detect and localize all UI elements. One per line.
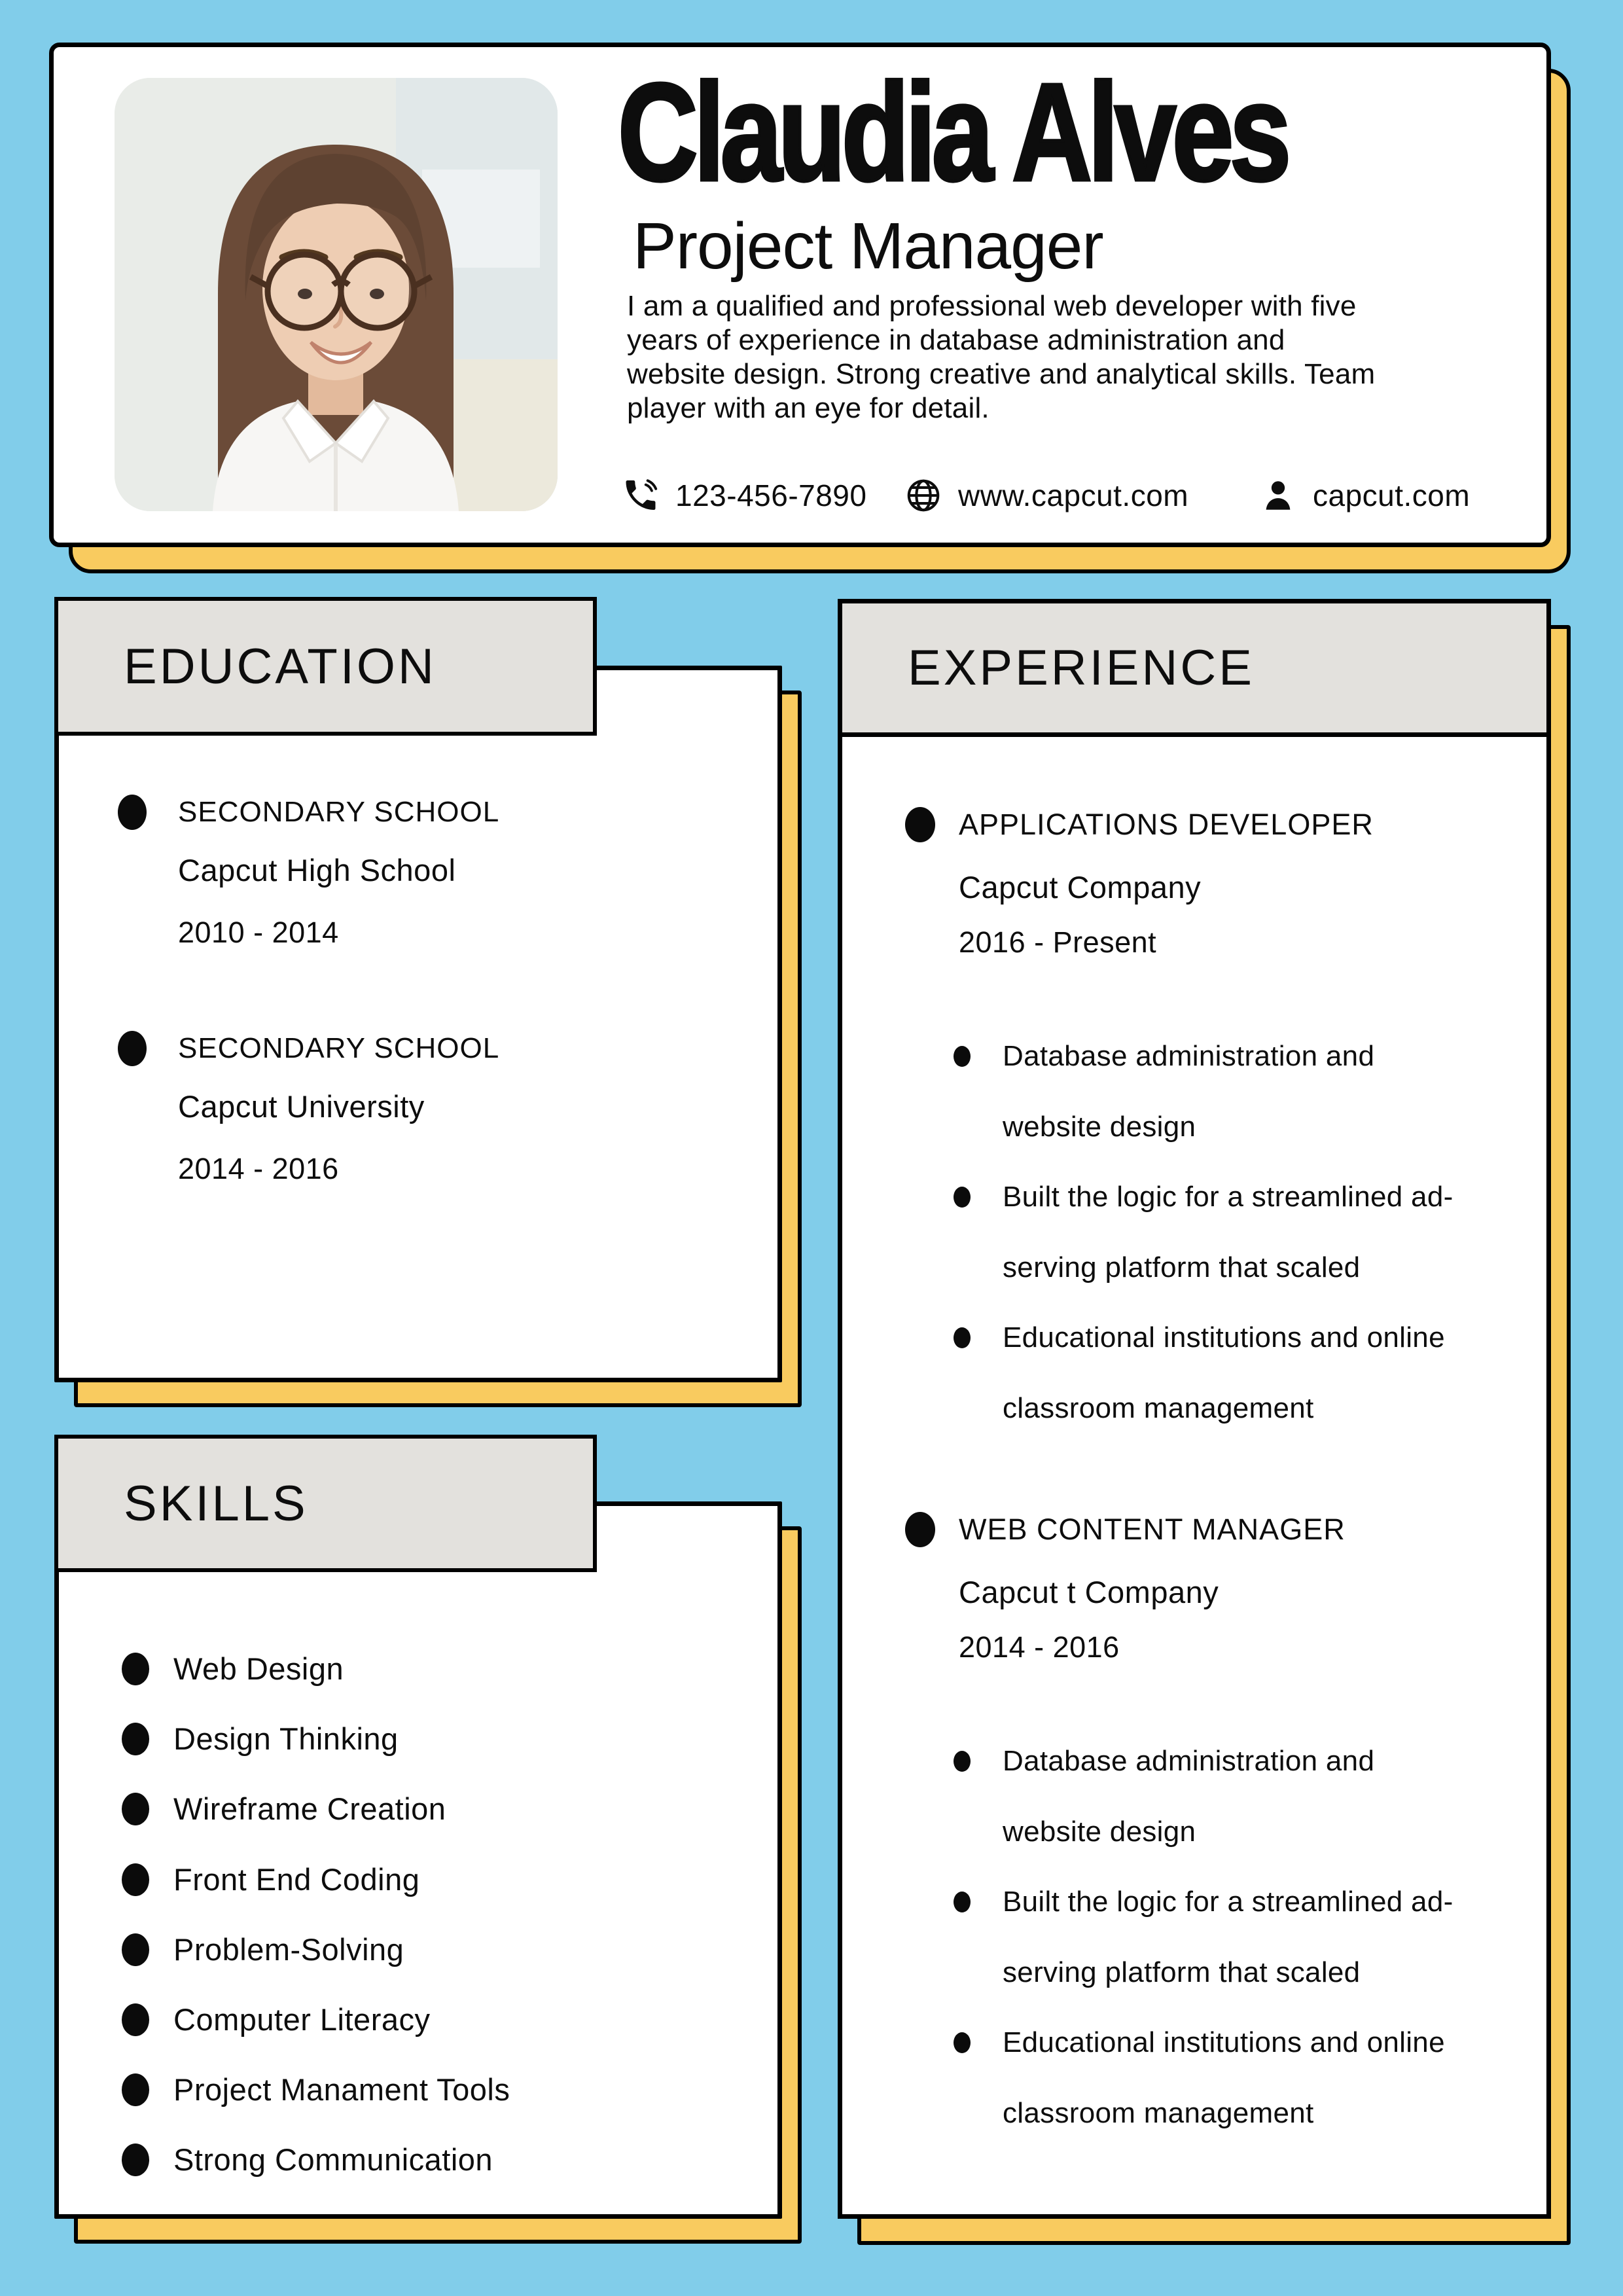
job-bullet-line xyxy=(954,2024,1533,2095)
skill-row xyxy=(122,2054,510,2125)
bullet-icon xyxy=(122,2073,149,2106)
education-item-title: SECONDARY SCHOOL xyxy=(178,796,500,828)
experience-job xyxy=(905,807,1533,1460)
contact-username xyxy=(1259,469,1470,522)
education-item-school: Capcut High School xyxy=(178,853,456,888)
experience-header-band xyxy=(842,603,1546,737)
bullet-icon xyxy=(122,1793,149,1825)
bullet-icon xyxy=(118,1031,147,1066)
skill-row xyxy=(122,1634,344,1704)
skill-label: Web Design xyxy=(173,1651,344,1686)
bullet-icon xyxy=(954,1187,971,1208)
job-dates: 2014 - 2016 xyxy=(959,1630,1120,1664)
contact-website xyxy=(904,469,1188,522)
skill-row xyxy=(122,1914,404,1984)
job-bullet-text: Database administration and xyxy=(1003,1040,1375,1072)
skill-label: Computer Literacy xyxy=(173,2002,431,2037)
bullet-icon xyxy=(122,2003,149,2036)
job-title: APPLICATIONS DEVELOPER xyxy=(959,808,1374,841)
job-bullet-line xyxy=(954,1179,1533,1249)
experience-job xyxy=(905,1512,1533,2165)
job-bullet-line xyxy=(954,1319,1533,1390)
education-card-face xyxy=(54,666,782,1382)
portrait-illustration xyxy=(115,78,558,511)
skill-label: Problem-Solving xyxy=(173,1932,404,1967)
skill-label: Wireframe Creation xyxy=(173,1791,446,1826)
job-bullet-line xyxy=(954,1743,1533,1814)
globe-icon xyxy=(904,476,942,514)
username-text: capcut.com xyxy=(1313,478,1471,512)
header-card xyxy=(49,43,1551,547)
skill-row xyxy=(122,1984,431,2054)
job-bullet-list xyxy=(954,1743,1533,2165)
job-company: Capcut Company xyxy=(959,870,1202,905)
bullet-icon xyxy=(122,2144,149,2176)
phone-number: 123-456-7890 xyxy=(675,478,867,512)
job-bullet-line xyxy=(954,1954,1533,2025)
person-icon xyxy=(1259,476,1297,514)
job-dates: 2016 - Present xyxy=(959,925,1157,959)
job-bullet-list xyxy=(954,1038,1533,1460)
job-bullet-text: Built the logic for a streamlined ad- xyxy=(1003,1886,1454,1918)
bullet-icon xyxy=(954,1327,971,1348)
website-url: www.capcut.com xyxy=(958,478,1189,512)
education-card xyxy=(54,666,782,1382)
experience-card xyxy=(838,599,1551,2219)
skill-label: Strong Communication xyxy=(173,2142,493,2177)
summary-line: player with an eye for detail. xyxy=(627,392,990,424)
job-company: Capcut t Company xyxy=(959,1575,1219,1609)
job-bullet-line xyxy=(954,2095,1533,2166)
bullet-icon xyxy=(122,1653,149,1685)
skill-label: Design Thinking xyxy=(173,1721,399,1756)
bullet-icon xyxy=(954,1892,971,1912)
education-tab xyxy=(54,597,597,736)
bullet-icon xyxy=(118,795,147,830)
header-card-face xyxy=(49,43,1551,547)
profile-photo xyxy=(115,78,558,511)
education-item xyxy=(118,1031,740,1186)
bullet-icon xyxy=(122,1723,149,1755)
job-bullet-text: serving platform that scaled xyxy=(1003,1956,1361,1988)
education-item-dates: 2014 - 2016 xyxy=(178,1152,339,1185)
job-bullet-line xyxy=(954,1038,1533,1109)
person-job-title: Project Manager xyxy=(633,209,1103,283)
job-bullet-line xyxy=(954,1109,1533,1179)
job-title: WEB CONTENT MANAGER xyxy=(959,1513,1346,1546)
bullet-icon xyxy=(954,1046,971,1067)
bullet-icon xyxy=(122,1863,149,1896)
job-bullet-text: website design xyxy=(1003,1815,1196,1848)
skill-row xyxy=(122,2125,493,2195)
summary-line: years of experience in database administration and xyxy=(627,324,1285,356)
job-bullet-line xyxy=(954,1884,1533,1954)
education-item xyxy=(118,795,740,950)
skills-card xyxy=(54,1501,782,2219)
skill-row xyxy=(122,1774,446,1844)
skill-label: Project Manament Tools xyxy=(173,2072,510,2107)
skills-card-face xyxy=(54,1501,782,2219)
job-bullet-line xyxy=(954,1390,1533,1461)
skills-tab xyxy=(54,1435,597,1572)
job-bullet-line xyxy=(954,1249,1533,1320)
education-item-title: SECONDARY SCHOOL xyxy=(178,1032,500,1064)
education-heading: EDUCATION xyxy=(124,638,437,694)
education-item-school: Capcut University xyxy=(178,1089,425,1124)
job-bullet-text: classroom management xyxy=(1003,1391,1314,1424)
person-name: Claudia Alves xyxy=(618,54,1287,209)
bullet-icon xyxy=(122,1933,149,1966)
education-item-dates: 2010 - 2014 xyxy=(178,916,339,949)
summary-line: website design. Strong creative and analytical skills. Team xyxy=(627,358,1376,390)
job-bullet-text: Database administration and xyxy=(1003,1745,1375,1777)
job-bullet-text: classroom management xyxy=(1003,2096,1314,2129)
bullet-icon xyxy=(905,807,935,842)
bullet-icon xyxy=(954,2032,971,2053)
skills-heading: SKILLS xyxy=(124,1475,308,1532)
skill-label: Front End Coding xyxy=(173,1862,420,1897)
job-bullet-text: Educational institutions and online xyxy=(1003,2026,1445,2058)
skill-row xyxy=(122,1704,399,1774)
skill-row xyxy=(122,1844,419,1914)
phone-icon xyxy=(622,476,660,514)
summary-line: I am a qualified and professional web developer with five xyxy=(627,290,1357,322)
bullet-icon xyxy=(905,1512,935,1547)
experience-heading: EXPERIENCE xyxy=(908,640,1255,696)
bullet-icon xyxy=(954,1751,971,1772)
job-bullet-text: website design xyxy=(1003,1110,1196,1143)
job-bullet-text: Educational institutions and online xyxy=(1003,1321,1445,1354)
experience-card-face xyxy=(838,599,1551,2219)
job-bullet-line xyxy=(954,1814,1533,1884)
job-bullet-text: Built the logic for a streamlined ad- xyxy=(1003,1181,1454,1213)
job-bullet-text: serving platform that scaled xyxy=(1003,1251,1361,1283)
contact-phone xyxy=(622,469,866,522)
